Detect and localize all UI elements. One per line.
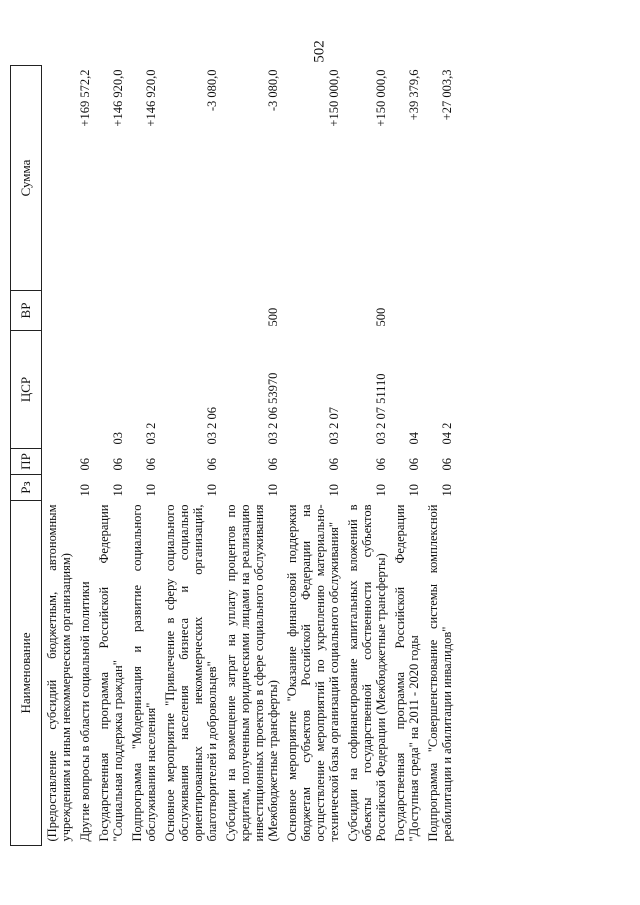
table-row (343, 66, 390, 846)
table-row (160, 66, 221, 846)
table-row (75, 66, 94, 846)
row-name: (Предоставление субсидий бюджетным, автономным учреждениям и иным некоммерческим организациям) (45, 504, 73, 842)
header-rz: Рз (11, 475, 42, 501)
table-header-row (11, 66, 42, 846)
row-pr: 06 (327, 458, 341, 471)
row-sum: +150 000,0 (327, 69, 341, 127)
row-name: Подпрограмма "Совершенствование системы комплексной реабилитации и абилитации инвалидов" (426, 504, 454, 842)
row-csr: 03 (111, 432, 125, 445)
header-csr: ЦСР (11, 331, 42, 449)
row-pr: 06 (205, 458, 219, 471)
row-csr (42, 331, 76, 449)
row-csr: 03 2 (144, 422, 158, 445)
table-row (221, 66, 282, 846)
row-vr: 500 (266, 307, 280, 327)
row-pr: 06 (407, 458, 421, 471)
row-pr: 06 (266, 458, 280, 471)
table-row (127, 66, 160, 846)
budget-table (10, 65, 456, 846)
row-csr: 04 2 (440, 422, 454, 445)
row-rz: 10 (78, 484, 92, 497)
row-rz: 10 (144, 484, 158, 497)
row-pr: 06 (374, 458, 388, 471)
row-sum: -3 080,0 (266, 69, 280, 112)
row-rz: 10 (111, 484, 125, 497)
header-vr: ВР (11, 291, 42, 331)
header-pr: ПР (11, 449, 42, 475)
row-pr: 06 (78, 458, 92, 471)
table-row (282, 66, 343, 846)
row-csr (75, 331, 94, 449)
budget-table-sheet (10, 66, 510, 846)
row-rz: 10 (440, 484, 454, 497)
row-vr (42, 291, 76, 331)
row-csr: 03 2 06 (205, 407, 219, 445)
row-vr (282, 291, 343, 331)
table-row (423, 66, 456, 846)
row-sum: -3 080,0 (205, 69, 219, 112)
row-vr (127, 291, 160, 331)
row-pr: 06 (144, 458, 158, 471)
table-row (42, 66, 76, 846)
row-name: Подпрограмма "Модернизация и развитие социального обслуживания населения" (130, 504, 158, 842)
row-name: Основное мероприятие "Привлечение в сферу социального обслуживания населения бизнеса и социально ориентированных некоммерческих организаций, благотворителей и добровольцев" (163, 504, 219, 842)
row-pr (42, 449, 76, 475)
row-vr: 500 (374, 307, 388, 327)
row-name: Другие вопросы в области социальной политики (78, 581, 92, 842)
row-name: Государственная программа Российской Федерации "Доступная среда" на 2011 - 2020 годы (393, 504, 421, 842)
row-rz: 10 (374, 484, 388, 497)
row-sum: +27 003,3 (440, 69, 454, 121)
row-sum: +146 920,0 (111, 69, 125, 127)
row-sum (42, 66, 76, 291)
row-rz: 10 (266, 484, 280, 497)
row-vr (75, 291, 94, 331)
row-name: Субсидии на софинансирование капитальных вложений в объекты государственной собственности субъектов Российской Федерации (Межбюджетные трансферты) (346, 504, 388, 842)
row-name: Государственная программа Российской Федерации "Социальная поддержка граждан" (97, 504, 125, 842)
table-row (94, 66, 127, 846)
row-sum: +169 572,2 (78, 69, 92, 127)
row-name: Основное мероприятие "Оказание финансовой поддержки бюджетам субъектов Российской Федерации на осуществление мероприятий по укреплению материально-технической базы организаций социального обслуживания" (285, 504, 341, 842)
row-csr: 03 2 07 (327, 407, 341, 445)
row-sum: +146 920,0 (144, 69, 158, 127)
row-csr: 03 2 07 51110 (374, 373, 388, 445)
row-pr: 06 (440, 458, 454, 471)
row-rz: 10 (205, 484, 219, 497)
row-pr: 06 (111, 458, 125, 471)
row-rz: 10 (407, 484, 421, 497)
row-csr: 03 2 06 53970 (266, 372, 280, 445)
row-vr (94, 291, 127, 331)
row-sum: +150 000,0 (374, 69, 388, 127)
row-name: Субсидии на возмещение затрат на уплату процентов по кредитам, полученным юридическими лицами на реализацию инвестиционных проектов в сфере социального обслуживания (Межбюджетные трансферты) (224, 504, 280, 842)
row-vr (390, 291, 423, 331)
header-sum: Сумма (11, 66, 42, 291)
row-rz: 10 (327, 484, 341, 497)
row-vr (160, 291, 221, 331)
row-vr (423, 291, 456, 331)
header-name: Наименование (11, 501, 42, 846)
row-sum: +39 379,6 (407, 69, 421, 121)
page-number: 502 (311, 40, 328, 63)
row-csr: 04 (407, 432, 421, 445)
row-rz (42, 475, 76, 501)
table-row (390, 66, 423, 846)
